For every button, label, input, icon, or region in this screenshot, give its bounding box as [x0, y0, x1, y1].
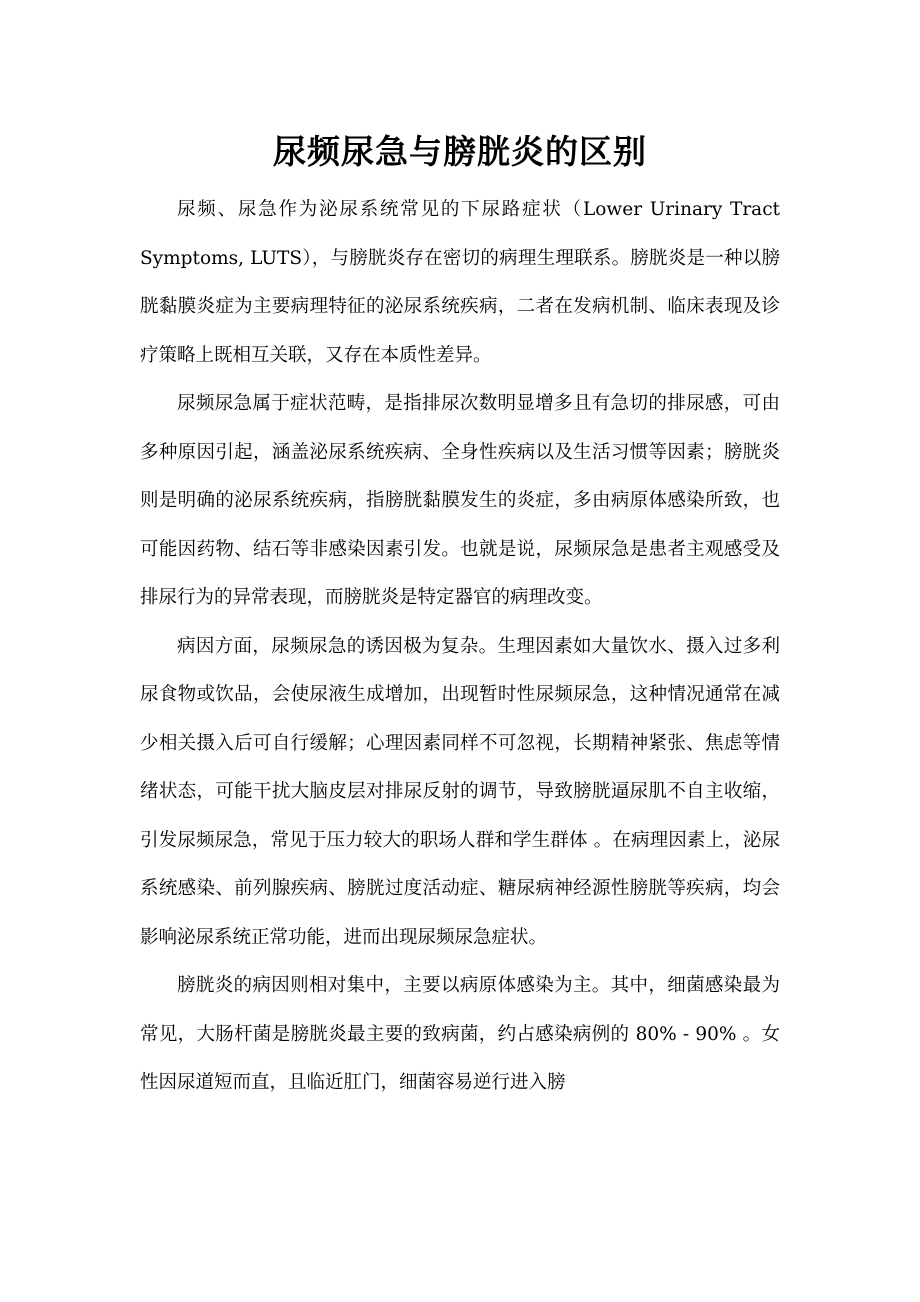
- document-title: 尿频尿急与膀胱炎的区别: [273, 132, 647, 171]
- paragraph-1: 尿频、尿急作为泌尿系统常见的下尿路症状（Lower Urinary Tract Symptoms, LUTS），与膀胱炎存在密切的病理生理联系。膀胱炎是一种以膀胱黏膜炎症为主要病理特征的泌尿系统疾病，二者在发病机制、临床表现及诊疗策略上既相互关联，又存在本质性差异。: [140, 199, 780, 366]
- document-body: [140, 186, 780, 1108]
- paragraph-2: 尿频尿急属于症状范畴，是指排尿次数明显增多且有急切的排尿感，可由多种原因引起，涵盖泌尿系统疾病、全身性疾病以及生活习惯等因素；膀胱炎则是明确的泌尿系统疾病，指膀胱黏膜发生的炎症，多由病原体感染所致，也可能因药物、结石等非感染因素引发。也就是说，尿频尿急是患者主观感受及排尿行为的异常表现，而膀胱炎是特定器官的病理改变。: [140, 393, 780, 608]
- paragraph-4: 膀胱炎的病因则相对集中，主要以病原体感染为主。其中，细菌感染最为常见，大肠杆菌是膀胱炎最主要的致病菌，约占感染病例的 80% - 90% 。女性因尿道短而直，且临近肛门，细菌容易逆行进入膀: [140, 975, 780, 1093]
- paragraph-3: 病因方面，尿频尿急的诱因极为复杂。生理因素如大量饮水、摄入过多利尿食物或饮品，会使尿液生成增加，出现暂时性尿频尿急，这种情况通常在减少相关摄入后可自行缓解；心理因素同样不可忽视，长期精神紧张、焦虑等情绪状态，可能干扰大脑皮层对排尿反射的调节，导致膀胱逼尿肌不自主收缩，引发尿频尿急，常见于压力较大的职场人群和学生群体 。在病理因素上，泌尿系统感染、前列腺疾病、膀胱过度活动症、糖尿病神经源性膀胱等疾病，均会影响泌尿系统正常功能，进而出现尿频尿急症状。: [140, 635, 780, 948]
